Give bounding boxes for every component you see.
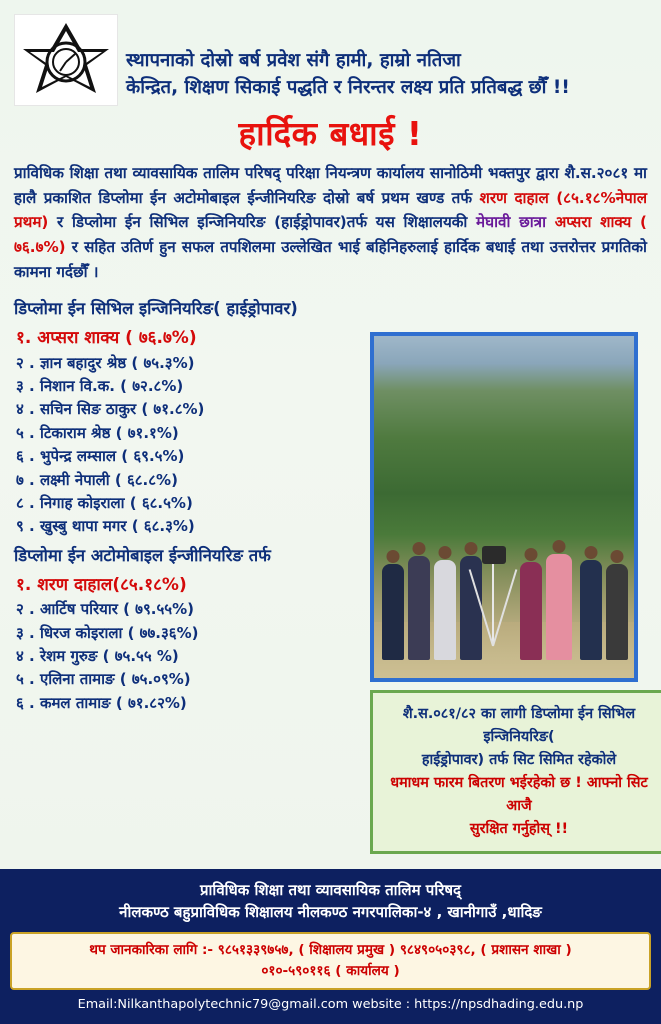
list-item: ९ . खुस्बु थापा मगर ( ६८.३%) [16, 517, 195, 536]
paragraph-segment: अप्सरा शाक्य ( ७६.७%) [14, 213, 647, 256]
list-item: ५ . एलिना तामाङ ( ७५.०९%) [16, 670, 191, 689]
list-item: १. अप्सरा शाक्य ( ७६.७%) [16, 328, 197, 349]
photo-person [606, 564, 628, 660]
notice-line-4: सुरक्षित गर्नुहोस् !! [469, 821, 569, 838]
civil-section-title: डिप्लोमा ईन सिभिल इन्जिनियरिङ( हाईड्रोपावर) [14, 299, 298, 319]
list-item: २ . आर्टिष परियार ( ७९.५५%) [16, 600, 194, 619]
list-item: ४ . रेशम गुरुङ ( ७५.५५ %) [16, 647, 179, 666]
results-column [12, 292, 364, 715]
paragraph-segment: र सहित उतिर्ण हुन सफल तपशिलमा उल्लेखित भाई बहिनिहरुलाई हार्दिक बधाई तथा उत्तरोत्तर प्रगतिको कामना गर्दछौँ । [14, 237, 647, 281]
photo-theodolite-icon [482, 546, 506, 564]
contact-line-2: ०१०-५९०११६ ( कार्यालय ) [261, 962, 400, 979]
photo-person-head [611, 550, 624, 563]
institution-logo [14, 14, 118, 106]
list-item: ८ . निगाह कोइराला ( ६८.५%) [16, 493, 193, 512]
list-item: ६ . भुपेन्द्र लम्साल ( ६९.५%) [16, 447, 185, 466]
notice-line-3: धमाधम फारम बितरण भईरहेको छ ! आफ्नो सिट आजै [390, 775, 648, 815]
list-item: १. शरण दाहाल(८५.१८%) [16, 574, 187, 595]
photo-person [382, 564, 404, 660]
photo-person [408, 556, 430, 660]
contact-line-1: थप जानकारिका लागि :- ९८५१३३९७५७, ( शिक्षालय प्रमुख ) ९८४९०५०३९८, ( प्रशासन शाखा ) [89, 941, 572, 958]
announcement-paragraph [0, 161, 661, 284]
list-item: ५ . टिकाराम श्रेष्ठ ( ७१.१%) [16, 423, 179, 442]
photo-person-head [413, 542, 426, 555]
photo-person [434, 560, 456, 660]
paragraph-segment: शरण दाहाल [479, 188, 549, 207]
paragraph-segment: (८५.१८%नेपाल प्रथम) [14, 188, 647, 232]
paragraph-segment: र डिप्लोमा ईन सिभिल इन्जिनियरिङ (हाईड्रोपावर)तर्फ यस शिक्षालयकी [48, 213, 477, 232]
photo-person-head [525, 548, 538, 561]
list-item: ६ . कमल तामाङ ( ७१.८२%) [16, 693, 187, 712]
survey-field-photo [370, 332, 638, 682]
photo-person-head [465, 542, 478, 555]
contact-box [10, 932, 651, 990]
star-emblem-logo-icon [20, 19, 112, 101]
paragraph-segment: मेघावी छात्रा [476, 213, 546, 232]
poster-header [0, 0, 661, 106]
poster-footer [0, 869, 661, 1024]
list-item: २ . ज्ञान बहादुर श्रेष्ठ ( ७५.३%) [16, 353, 195, 372]
tagline [118, 14, 645, 102]
photo-person [520, 562, 542, 660]
admission-notice [370, 690, 661, 854]
tagline-line-1: स्थापनाको दोस्रो बर्ष प्रवेश संगै हामी, हाम्रो नतिजा [126, 50, 461, 71]
photo-people-group [374, 500, 634, 660]
org-line-1: प्राविधिक शिक्षा तथा व्यावसायिक तालिम परिषद् [200, 880, 461, 899]
civil-student-list [12, 325, 364, 539]
photo-person [546, 554, 572, 660]
automobile-section-title: डिप्लोमा ईन अटोमोबाइल ईन्जीनियरिङ तर्फ [14, 545, 271, 565]
photo-person-head [553, 540, 566, 553]
notice-wrapper [370, 682, 661, 854]
photo-tripod [492, 562, 494, 646]
list-item: ४ . सचिन सिङ ठाकुर ( ७१.८%) [16, 400, 205, 419]
notice-line-1: शै.स.०८१/८२ का लागी डिप्लोमा ईन सिभिल इन्जिनियरिङ( [402, 706, 636, 746]
paragraph-segment: प्राविधिक शिक्षा तथा व्यावसायिक तालिम परिषद् परिक्षा नियन्त्रण कार्यालय सानोठिमी भक्तपुर द्वारा शै.स.२०८१ मा हालै प्रकाशित डिप्लोमा ईन अटोमोबाइल ईन्जीनियरिङ दोस्रो बर्ष प्रथम खण्ड तर्फ [14, 164, 647, 207]
photo-column [364, 292, 661, 854]
greeting-headline: हार्दिक बधाई ! [238, 114, 423, 153]
list-item: ३ . धिरज कोइराला ( ७७.३६%) [16, 623, 199, 642]
email-website-line[interactable]: Email:Nilkanthapolytechnic79@gmail.com website : https://npsdhading.edu.np [77, 997, 584, 1012]
tagline-line-2: केन्द्रित, शिक्षण सिकाई पद्धति र निरन्तर लक्ष्य प्रति प्रतिबद्ध छौँ !! [126, 76, 570, 98]
automobile-student-list [12, 572, 364, 715]
list-item: ७ . लक्ष्मी नेपाली ( ६८.८%) [16, 470, 178, 489]
photo-person-head [585, 546, 598, 559]
photo-person-head [439, 546, 452, 559]
org-line-2: नीलकण्ठ बहुप्राविधिक शिक्षालय नीलकण्ठ नगरपालिका-४ , खानीगाउँ ,धादिङ [119, 903, 542, 922]
paragraph-segment [546, 213, 555, 231]
notice-line-2: हाईड्रोपावर) तर्फ सिट सिमित रहेकोले [421, 752, 617, 769]
photo-person [580, 560, 602, 660]
photo-person-head [387, 550, 400, 563]
list-item: ३ . निशान वि.क. ( ७२.८%) [16, 377, 184, 396]
results-and-photo [0, 292, 661, 854]
